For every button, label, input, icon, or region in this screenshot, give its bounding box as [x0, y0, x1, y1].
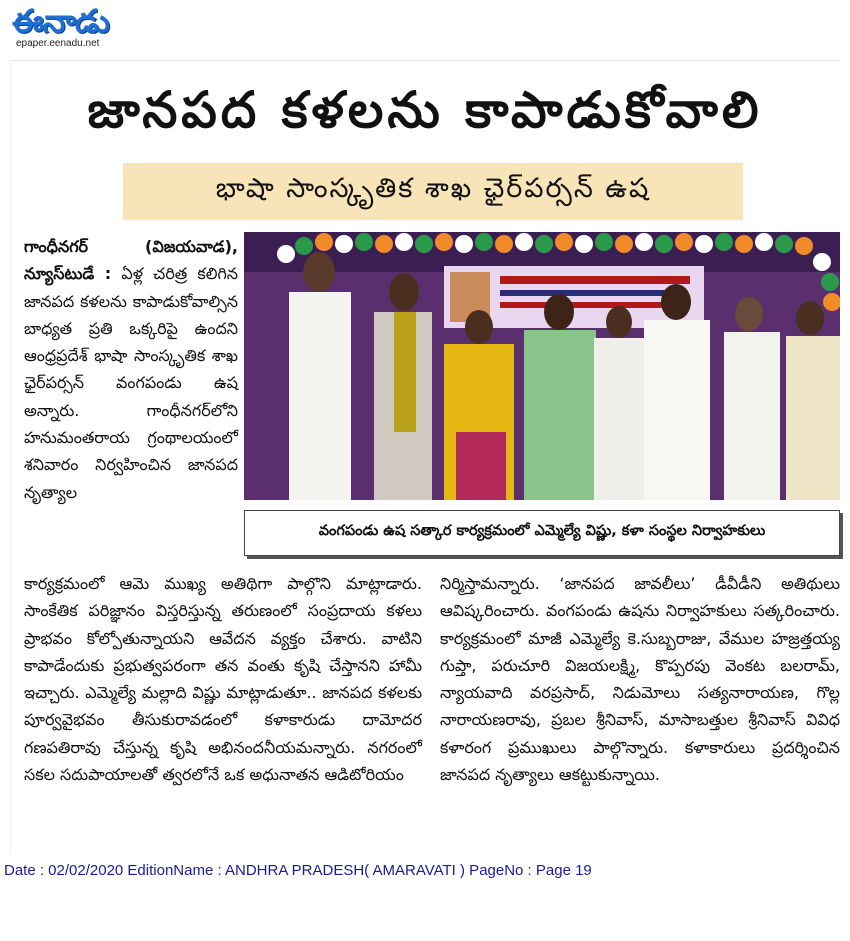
article-column-left — [24, 570, 422, 788]
logo-url: epaper.eenadu.net — [16, 38, 100, 49]
subheadline-box — [123, 163, 743, 220]
article-column-right — [440, 570, 840, 788]
photo-caption-box — [244, 510, 840, 556]
article-photo — [244, 232, 840, 500]
edition-footer: Date : 02/02/2020 EditionName : ANDHRA PRADESH( AMARAVATI ) PageNo : Page 19 — [4, 862, 592, 879]
article-text-narrow: ఏళ్ల చరిత్ర కలిగిన జానపద కళలను కాపాడుకోవాల్సిన బాధ్యత ప్రతి ఒక్కరిపై ఉందని ఆంధ్రప్రదేశ్‌ భాషా సాంస్కృతిక శాఖ ఛైర్‌పర్సన్‌ వంగపండు ఉష అన్నారు. గాంధీనగర్‌లోని హనుమంతరాయ గ్రంథాలయంలో శనివారం నిర్వహించిన జానపద నృత్యాల — [24, 264, 239, 502]
logo-wordmark: ఈనాడు — [12, 2, 109, 40]
article-subheadline: భాషా సాంస్కృతిక శాఖ ఛైర్‌పర్సన్‌ ఉష — [215, 172, 651, 204]
photo-caption: వంగపండు ఉష సత్కార కార్యక్రమంలో ఎమ్మెల్యే విష్ణు, కళా సంస్థల నిర్వాహకులు — [318, 523, 766, 539]
article-text-right: నిర్మిస్తామన్నారు. ‘జానపద జావలీలు’ డీవీడీని అతిథులు ఆవిష్కరించారు. వంగపండు ఉషను నిర్వాహకులు సత్కరించారు. కార్యక్రమంలో మాజీ ఎమ్మెల్యే కె.సుబ్బరాజు, వేముల హజ్రత్తయ్య గుప్తా, పరుచూరి విజయలక్ష్మి, కొప్పరపు వెంకట బలరామ్‌, న్యాయవాది వరప్రసాద్‌, నిడుమోలు సత్యనారాయణ, గొల్ల నారాయణరావు, ప్రబల శ్రీనివాస్‌, మాసాబత్తుల శ్రీనివాస్‌ వివిధ కళారంగ ప్రముఖులు పాల్గొన్నారు. కళాకారులు ప్రదర్శించిన జానపద నృత్యాలు ఆకట్టుకున్నాయి. — [440, 574, 840, 785]
photo-illustration — [244, 232, 840, 500]
article-headline: జానపద కళలను కాపాడుకోవాలి — [87, 81, 763, 139]
article-column-narrow — [24, 233, 238, 506]
article-dateline: గాంధీనగర్‌ (విజయవాడ), న్యూస్‌టుడే : — [24, 237, 238, 284]
article-text-left: కార్యక్రమంలో ఆమె ముఖ్య అతిథిగా పాల్గొని మాట్లాడారు. సాంకేతిక పరిజ్ఞానం విస్తరిస్తున్న తరుణంలో సంప్రదాయ కళలు ప్రాభవం కోల్పోతున్నాయని ఆవేదన వ్యక్తం చేశారు. వాటిని కాపాడేందుకు ప్రభుత్వపరంగా తన వంతు కృషి చేస్తానని హామీ ఇచ్చారు. ఎమ్మెల్యే మల్లాది విష్ణు మాట్లాడుతూ.. జానపద కళలకు పూర్వవైభవం తీసుకురావడంలో కళాకారుడు దామోదర గణపతిరావు చేస్తున్న కృషి అభినందనీయమన్నారు. నగరంలో సకల సదుపాయాలతో త్వరలోనే ఒక అధునాతన ఆడిటోరియం — [24, 574, 422, 785]
eenadu-logo[interactable] — [12, 2, 162, 54]
